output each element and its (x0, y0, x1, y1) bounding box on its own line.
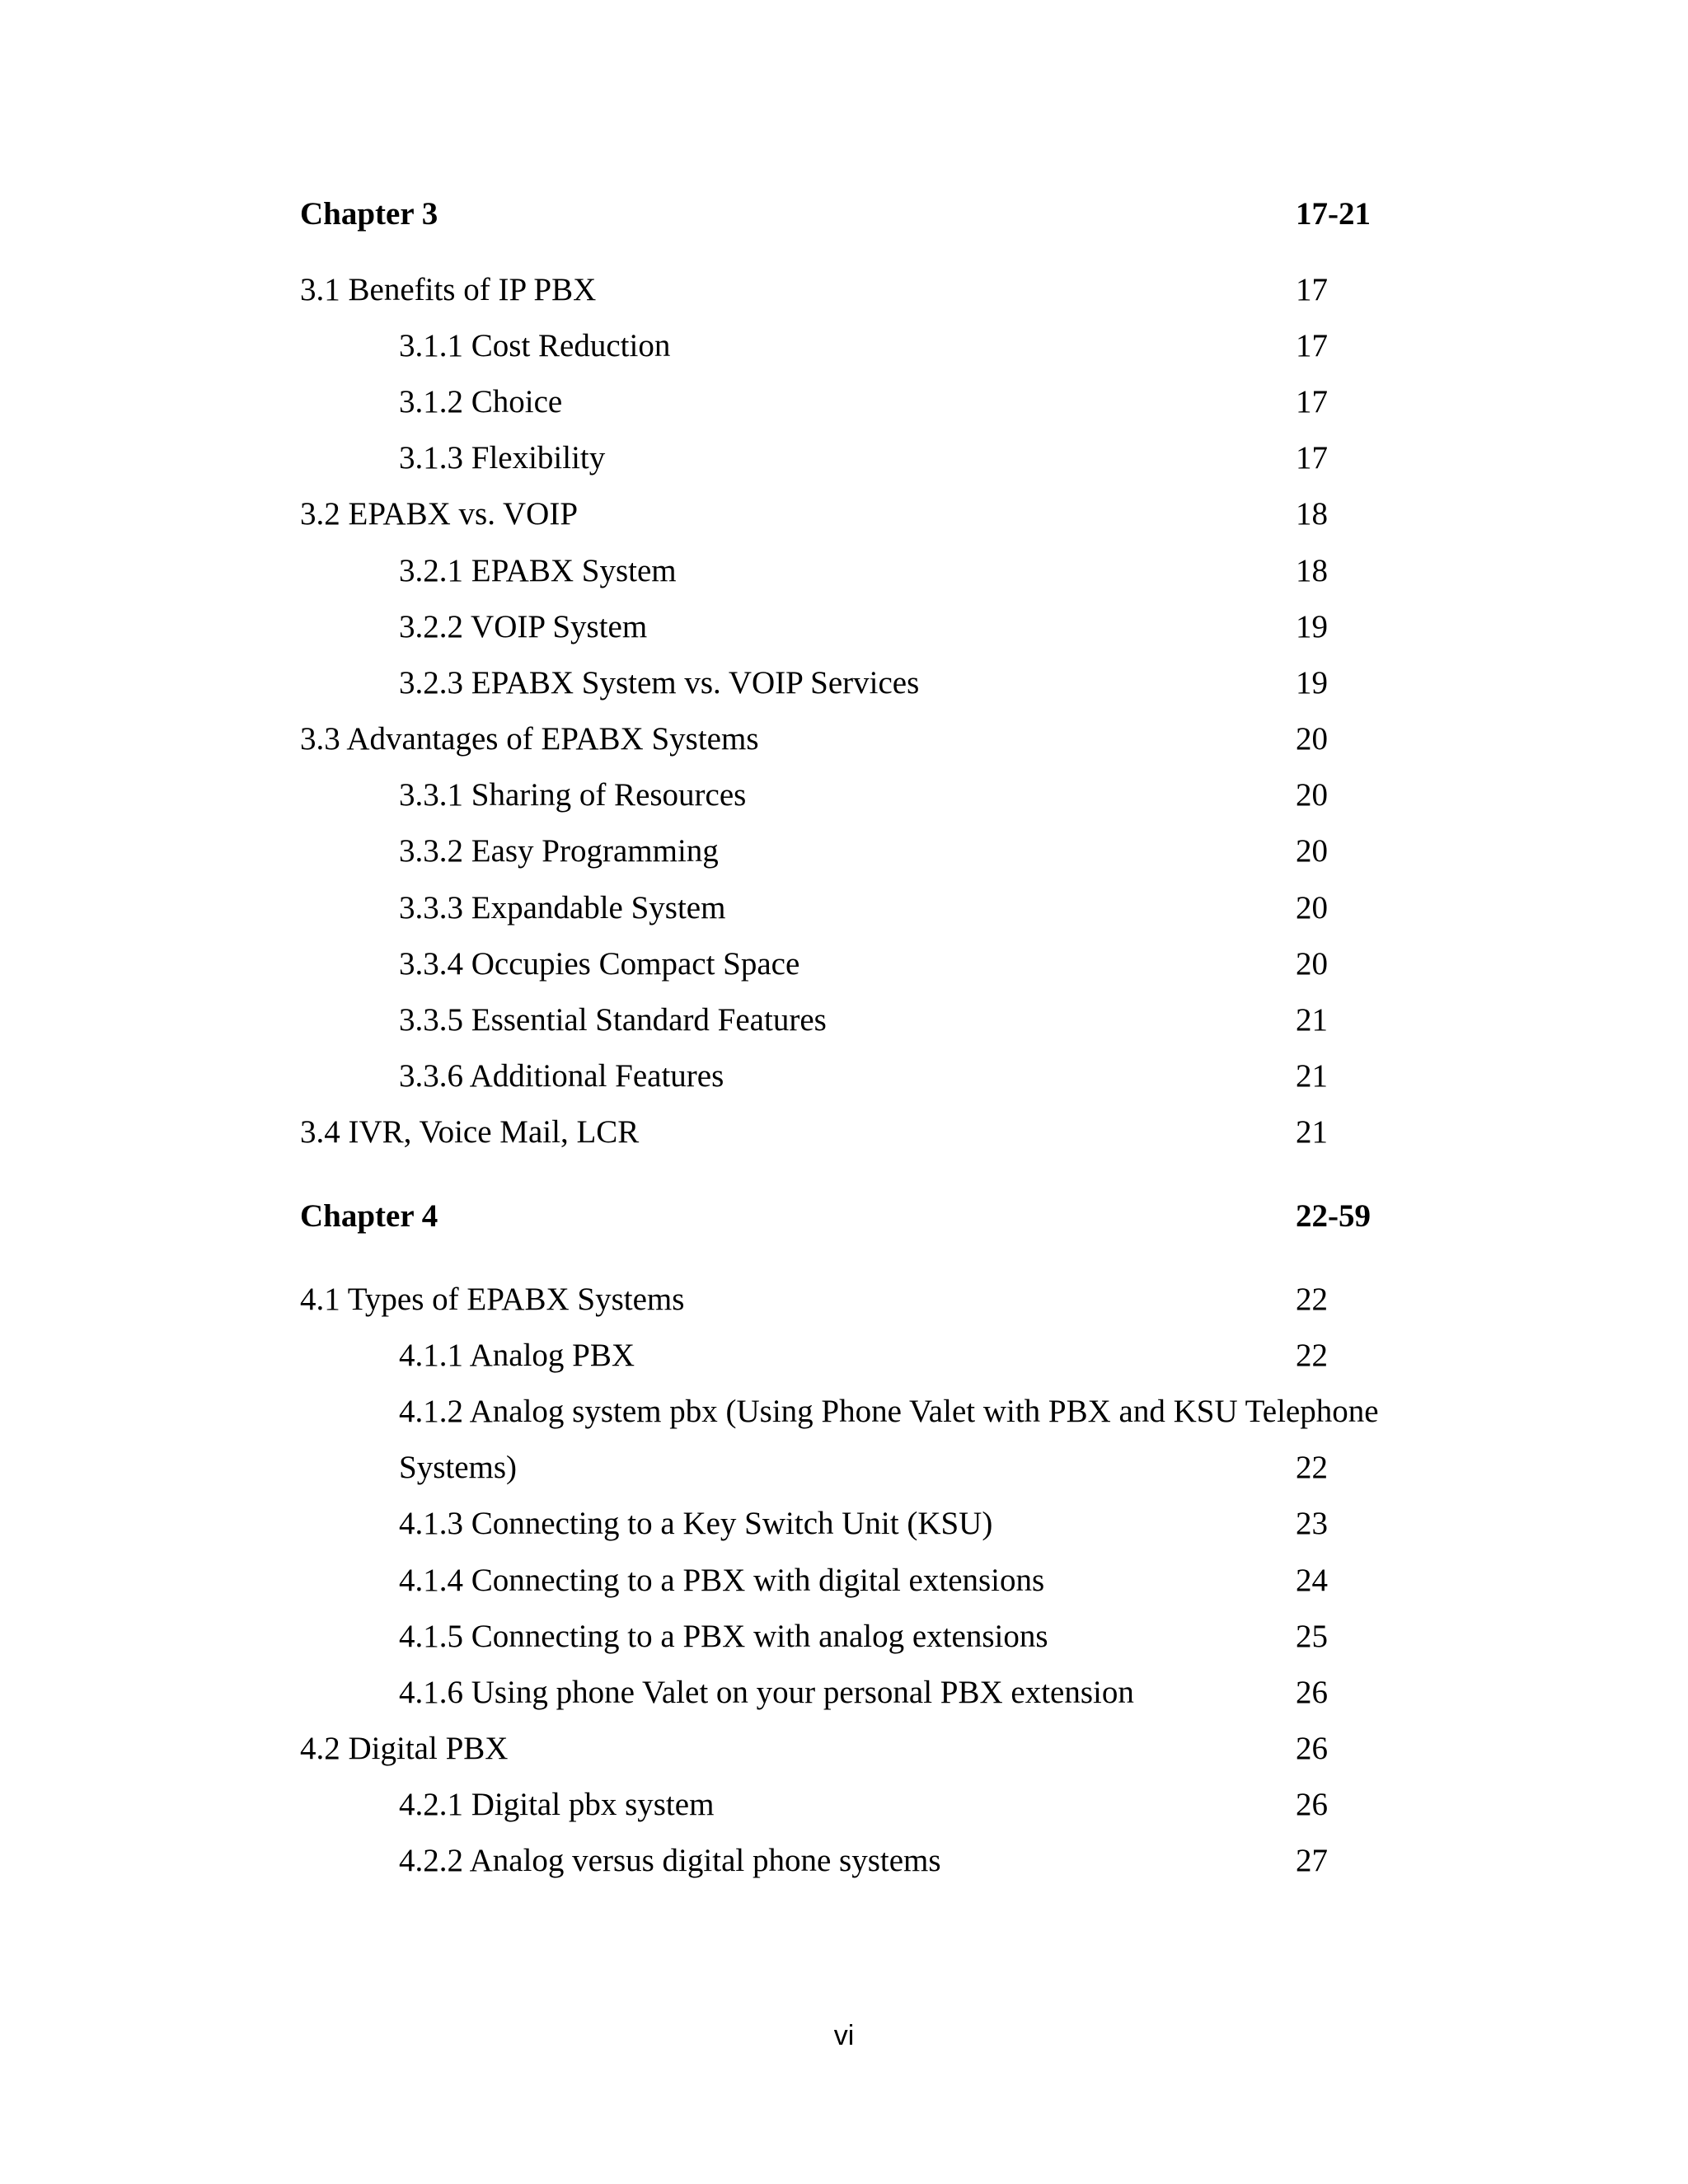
toc-label: 3.1.3 Flexibility (399, 440, 606, 476)
toc-subsection (0, 434, 1688, 483)
toc-label: 3.3.4 Occupies Compact Space (399, 946, 800, 982)
toc-label: 3.1.1 Cost Reduction (399, 328, 671, 363)
toc-label: Systems) (399, 1450, 518, 1485)
toc-subsection (0, 940, 1688, 989)
toc-subsection (0, 996, 1688, 1045)
toc-page: 20 (1296, 833, 1328, 869)
toc-subsection (0, 602, 1688, 652)
toc-label: 3.3 Advantages of EPABX Systems (300, 721, 759, 757)
toc-page: 22 (1296, 1338, 1328, 1373)
toc-page: 19 (1296, 609, 1328, 644)
toc-subsection (0, 546, 1688, 596)
toc-subsection (0, 771, 1688, 820)
toc-chapter-4 (0, 1192, 1688, 1241)
toc-label: 4.1.1 Analog PBX (399, 1338, 635, 1373)
toc-label: 3.3.2 Easy Programming (399, 833, 719, 869)
toc-label: 4.2 Digital PBX (300, 1731, 509, 1766)
toc-section (0, 490, 1688, 539)
toc-page: 20 (1296, 777, 1328, 813)
toc-section (0, 1724, 1688, 1774)
toc-label: 4.2.1 Digital pbx system (399, 1787, 715, 1822)
toc-label: Chapter 4 (300, 1198, 438, 1234)
toc-section (0, 1108, 1688, 1157)
toc-page: 25 (1296, 1619, 1328, 1654)
toc-label: 4.1.3 Connecting to a Key Switch Unit (KSU) (399, 1506, 993, 1541)
toc-page: 27 (1296, 1843, 1328, 1878)
toc-page: 21 (1296, 1058, 1328, 1094)
toc-subsection (0, 1836, 1688, 1886)
toc-label: 3.2 EPABX vs. VOIP (300, 496, 579, 532)
toc-label: 3.3.6 Additional Features (399, 1058, 724, 1094)
toc-label: 4.1 Types of EPABX Systems (300, 1282, 685, 1317)
toc-section (0, 715, 1688, 764)
toc-subsection (0, 883, 1688, 933)
toc-page: 17 (1296, 328, 1328, 363)
toc-label: 3.2.1 EPABX System (399, 553, 677, 588)
toc-page: 17 (1296, 384, 1328, 419)
toc-page: 17 (1296, 272, 1328, 307)
toc-subsection-continued (0, 1443, 1688, 1493)
toc-page: 22 (1296, 1450, 1328, 1485)
toc-label: 3.3.3 Expandable System (399, 890, 726, 926)
toc-page: 18 (1296, 553, 1328, 588)
toc-subsection (0, 1052, 1688, 1101)
toc-label: 3.3.1 Sharing of Resources (399, 777, 747, 813)
toc-page-range: 17-21 (1296, 196, 1371, 232)
toc-subsection (0, 321, 1688, 371)
toc-page-range: 22-59 (1296, 1198, 1371, 1234)
toc-subsection (0, 1780, 1688, 1830)
page-number: vi (833, 2020, 855, 2051)
toc-page: 23 (1296, 1506, 1328, 1541)
toc-subsection (0, 658, 1688, 708)
toc-page: 20 (1296, 721, 1328, 757)
toc-page: 24 (1296, 1563, 1328, 1598)
toc-page: 21 (1296, 1114, 1328, 1150)
toc-label: 3.3.5 Essential Standard Features (399, 1002, 827, 1038)
toc-page: 20 (1296, 890, 1328, 926)
toc-subsection (0, 377, 1688, 427)
toc-label: Chapter 3 (300, 196, 438, 232)
toc-page: 18 (1296, 496, 1328, 532)
toc-subsection (0, 1387, 1688, 1436)
toc-page: 20 (1296, 946, 1328, 982)
toc-label: 3.1 Benefits of IP PBX (300, 272, 597, 307)
toc-label: 4.2.2 Analog versus digital phone systems (399, 1843, 941, 1878)
toc-page: 17 (1296, 440, 1328, 476)
toc-label: 3.1.2 Choice (399, 384, 563, 419)
toc-label: 3.4 IVR, Voice Mail, LCR (300, 1114, 640, 1150)
toc-page: 26 (1296, 1787, 1328, 1822)
toc-subsection (0, 1612, 1688, 1661)
toc-label: 4.1.2 Analog system pbx (Using Phone Valet with PBX and KSU Telephone (399, 1394, 1379, 1429)
toc-page: 21 (1296, 1002, 1328, 1038)
toc-page: 22 (1296, 1282, 1328, 1317)
toc-subsection (0, 1499, 1688, 1549)
toc-label: 4.1.4 Connecting to a PBX with digital extensions (399, 1563, 1045, 1598)
toc-label: 4.1.5 Connecting to a PBX with analog extensions (399, 1619, 1048, 1654)
toc-chapter-3 (0, 190, 1688, 239)
toc-subsection (0, 1668, 1688, 1718)
toc-section (0, 1275, 1688, 1324)
toc-page: 26 (1296, 1675, 1328, 1710)
toc-page: 19 (1296, 665, 1328, 701)
toc-subsection (0, 827, 1688, 876)
toc-label: 3.2.3 EPABX System vs. VOIP Services (399, 665, 920, 701)
toc-section (0, 265, 1688, 315)
toc-label: 4.1.6 Using phone Valet on your personal PBX extension (399, 1675, 1134, 1710)
toc-label: 3.2.2 VOIP System (399, 609, 648, 644)
toc-subsection (0, 1331, 1688, 1380)
toc-subsection (0, 1556, 1688, 1605)
toc-page: 26 (1296, 1731, 1328, 1766)
